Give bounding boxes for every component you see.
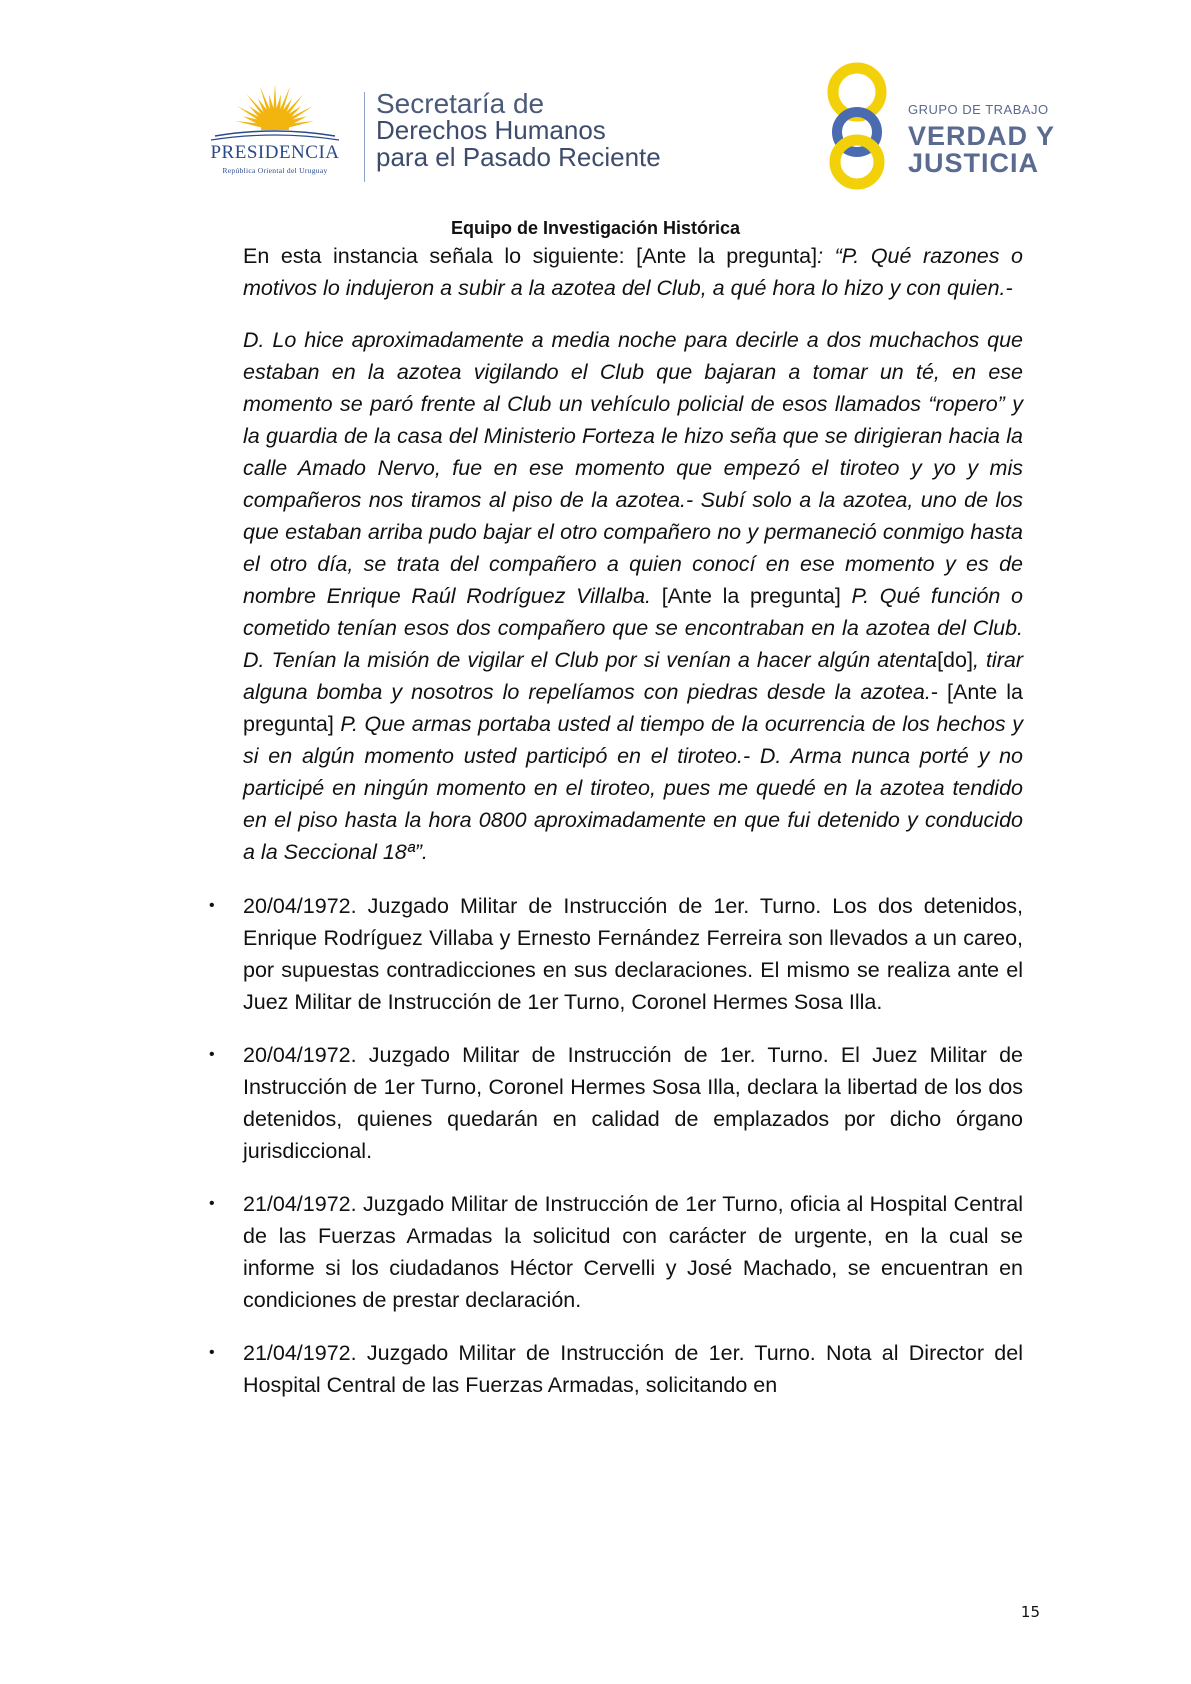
secretaria-line-2: Derechos Humanos [376, 115, 606, 145]
intro-paragraph [243, 240, 1023, 304]
testimony-part-1: D. Lo hice aproximadamente a media noche para decirle a dos muchachos que estaban en la azotea vigilando el Club que bajaran a tomar un té, en ese momento se paró frente al Club un vehículo policial de esos llamados “ropero” y la guardia de la casa del Ministerio Forteza le hizo seña que se dirigieran hacia la calle Amado Nervo, fue en ese momento que empezó el tiroteo y yo y mis compañeros nos tiramos al piso de la azotea.- Subí solo a la azotea, uno de los que estaban arriba pudo bajar el otro compañero no y permaneció conmigo hasta el otro día, se trata del compañero a quien conocí en ese momento y es de nombre Enrique Raúl Rodríguez Villalba. [243, 328, 1023, 608]
testimony-part-3: P. Qué función o cometido tenían esos dos compañero que se encontraban en la azotea del Club. D. Tenían la misión de vigilar el Club por si venían a hacer algún atenta [243, 584, 1024, 672]
page-header [0, 0, 1191, 205]
presidencia-subtitle: República Oriental del Uruguay [222, 166, 328, 175]
list-item [209, 1337, 1023, 1401]
testimony-part-7: P. Que armas portaba usted al tiempo de la ocurrencia de los hechos y si en algún momento usted participó en el tiroteo.- D. Arma nunca porté y no participé en ningún momento en el tiroteo, pues me quedé en la azotea tendido en el piso hasta la hora 0800 aproximadamente en que fui detenido y conducido a la Seccional 18ª”. [243, 712, 1023, 864]
bullet-icon: • [209, 897, 215, 914]
grupo-line-1: GRUPO DE TRABAJO [908, 102, 1049, 117]
testimony-part-5: , tirar alguna bomba y nosotros lo repelíamos con piedras desde la azotea. [243, 648, 1023, 704]
testimony-part-2: [Ante la pregunta] [651, 584, 852, 608]
presidencia-logo [195, 80, 355, 190]
page-number: 15 [1020, 1603, 1040, 1621]
list-item [209, 890, 1023, 1018]
grupo-trabajo-text [908, 96, 1055, 177]
grupo-line-2: VERDAD Y [908, 121, 1056, 151]
bullet-icon: • [209, 1344, 215, 1361]
list-item [209, 1188, 1023, 1316]
testimony-part-6: - [Ante la pregunta] [243, 680, 1024, 736]
list-item-text: 21/04/1972. Juzgado Militar de Instrucción de 1er. Turno. Nota al Director del Hospital Central de las Fuerzas Armadas, solicitando en [243, 1341, 1023, 1397]
bullet-icon: • [209, 1195, 215, 1212]
grupo-line-3: JUSTICIA [908, 148, 1040, 178]
testimony-paragraph [243, 324, 1023, 868]
intro-question: : “P. Qué razones o motivos lo indujeron a subir a la azotea del Club, a qué hora lo hizo y con quien.- [243, 244, 1023, 300]
list-item-text: 21/04/1972. Juzgado Militar de Instrucción de 1er Turno, oficia al Hospital Central de las Fuerzas Armadas la solicitud con carácter de urgente, en la cual se informe si los ciudadanos Héctor Cervelli y José Machado, se encuentran en condiciones de prestar declaración. [243, 1192, 1023, 1312]
header-divider [364, 92, 365, 182]
document-body [209, 240, 1024, 1422]
list-item-text: 20/04/1972. Juzgado Militar de Instrucción de 1er. Turno. El Juez Militar de Instrucción de 1er Turno, Coronel Hermes Sosa Illa, declara la libertad de los dos detenidos, quienes quedarán en calidad de emplazados por dicho órgano jurisdiccional. [243, 1043, 1023, 1163]
verdad-justicia-logo-icon [812, 62, 902, 192]
intro-text: En esta instancia señala lo siguiente: [Ante la pregunta] [243, 244, 818, 268]
list-item [209, 1039, 1023, 1167]
team-title: Equipo de Investigación Histórica [450, 218, 741, 238]
secretaria-line-3: para el Pasado Reciente [376, 142, 661, 172]
sun-icon [195, 80, 355, 150]
chronology-list [209, 890, 1023, 1401]
secretaria-line-1: Secretaría de [376, 88, 545, 119]
testimony-part-4: [do] [937, 648, 973, 672]
bullet-icon: • [209, 1046, 215, 1063]
presidencia-name: PRESIDENCIA [210, 142, 340, 163]
list-item-text: 20/04/1972. Juzgado Militar de Instrucción de 1er. Turno. Los dos detenidos, Enrique Rodríguez Villaba y Ernesto Fernández Ferreira son llevados a un careo, por supuestas contradicciones en sus declaraciones. El mismo se realiza ante el Juez Militar de Instrucción de 1er Turno, Coronel Hermes Sosa Illa. [243, 894, 1023, 1014]
secretaria-logo-text [376, 90, 661, 171]
